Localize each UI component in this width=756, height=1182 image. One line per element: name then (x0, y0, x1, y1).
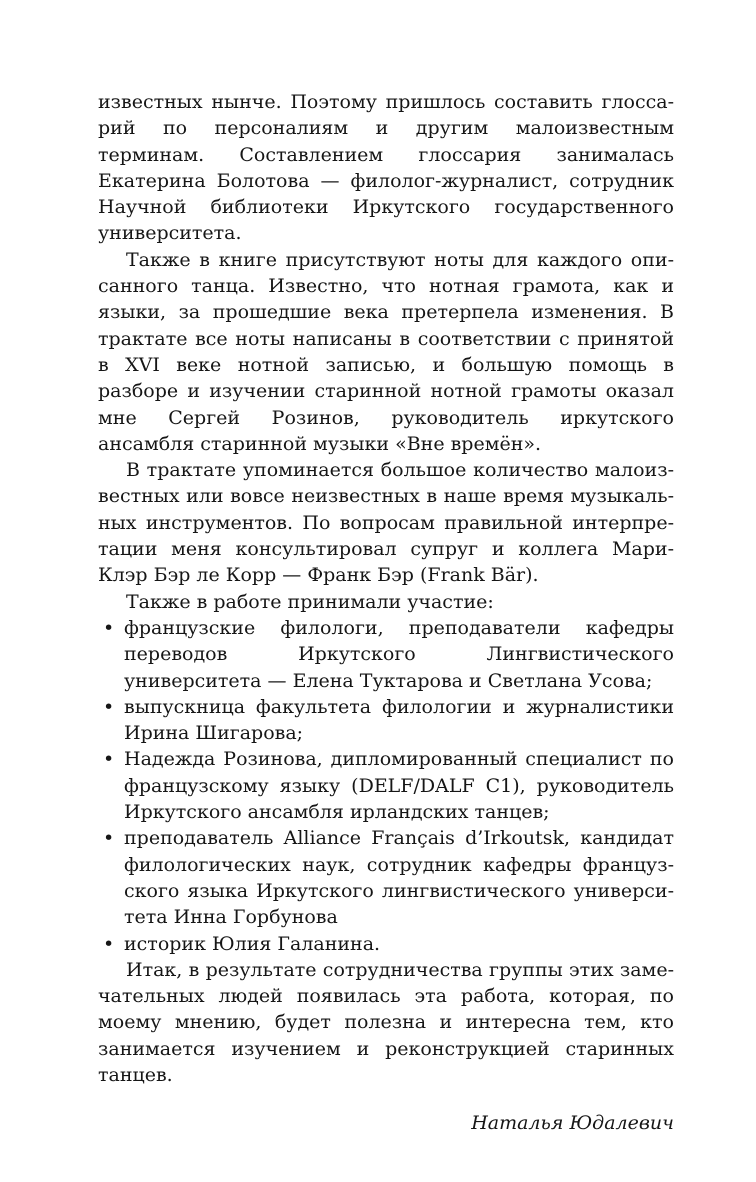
bullet-icon: • (103, 748, 115, 771)
list-item (98, 825, 674, 930)
author-signature: Наталья Юдалевич (471, 1112, 674, 1135)
list-item-text: французские филологи, преподаватели кафедры переводов Иркутского Лингвистического университета — Елена Туктарова и Светлана Усова; (124, 616, 674, 692)
list-item-text: выпускница факультета филологии и журналистики Ирина Шигарова; (124, 695, 674, 745)
list-item (98, 746, 674, 825)
list-item (98, 694, 674, 747)
list-item-text: преподаватель Alliance Français d’Irkoutsk, кандидат филологических наук, сотрудник кафедры французского языка Иркутского лингвистического университета Инна Горбунова (124, 827, 674, 929)
list-item (98, 931, 674, 957)
paragraph-participants-intro: Также в работе принимали участие: (126, 590, 494, 613)
participants-list (98, 615, 674, 957)
paragraph-instruments: В трактате упоминается большое количество малоизвестных или вовсе неизвестных в наше время музыкальных инструментов. По вопросам правильной интерпретации меня консультировал супруг и коллега Мари-Клэр Бэр ле Корр — Франк Бэр (Frank Bär). (98, 459, 674, 587)
bullet-icon: • (103, 616, 115, 639)
list-item-text: историк Юлия Галанина. (124, 932, 381, 955)
list-item (98, 615, 674, 694)
bullet-icon: • (103, 932, 115, 955)
bullet-icon: • (103, 695, 115, 718)
list-item-text: Надежда Розинова, дипломированный специалист по французскому языку (DELF/DALF C1), руководитель Иркутского ансамбля ирландских танцев; (124, 748, 674, 824)
paragraph-glossary: известных нынче. Поэтому пришлось составить глоссарий по персоналиям и другим малоизвестным терминам. Составлением глоссария занималась Екатерина Болотова — филолог-журналист, сотрудник Научной библиотеки Иркутского государственного университета. (98, 91, 674, 245)
paragraph-conclusion: Итак, в результате сотрудничества группы этих замечательных людей появилась эта работа, которая, по моему мнению, будет полезна и интересна тем, кто занимается изучением и реконструкцией старинных танцев. (98, 958, 674, 1086)
document-page (98, 89, 674, 1137)
paragraph-notes: Также в книге присутствуют ноты для каждого описанного танца. Известно, что нотная грамота, как и языки, за прошедшие века претерпела изменения. В трактате все ноты написаны в соответствии с принятой в XVI веке нотной записью, и большую помощь в разборе и изучении старинной нотной грамоты оказал мне Сергей Розинов, руководитель иркутского ансамбля старинной музыки «Вне времён». (98, 248, 674, 455)
bullet-icon: • (103, 827, 115, 850)
